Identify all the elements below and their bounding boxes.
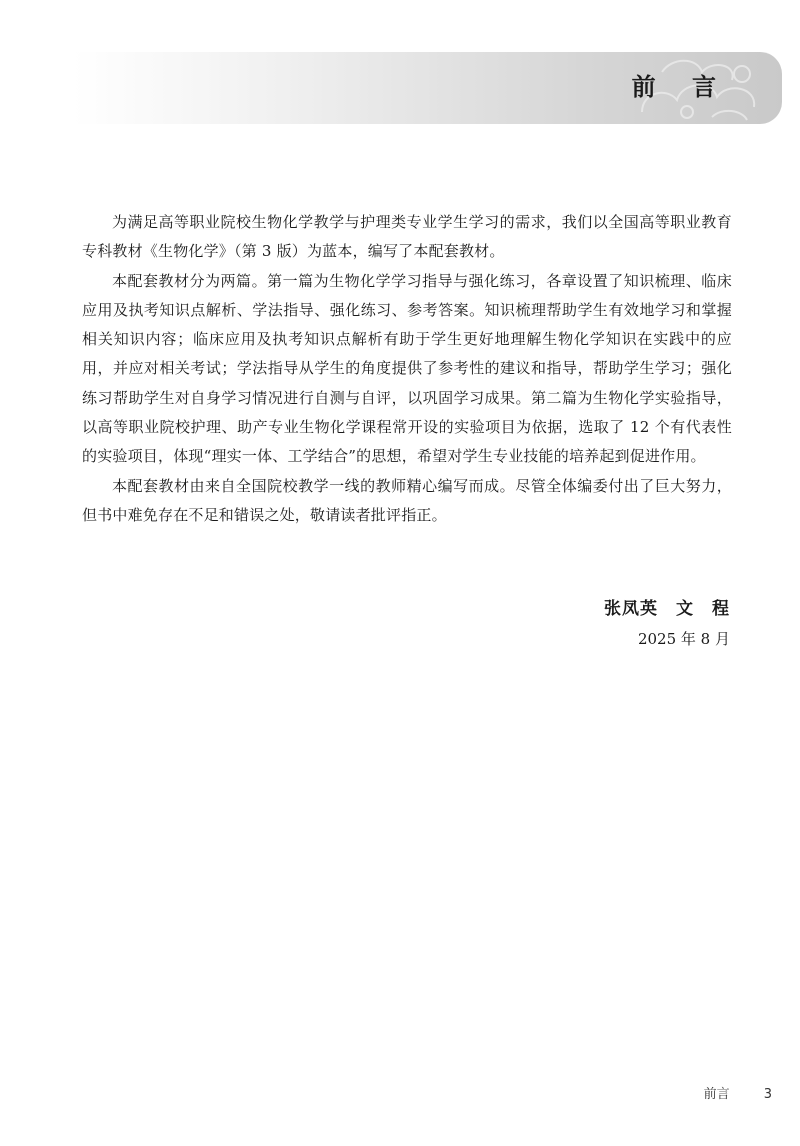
page-footer [704, 1083, 772, 1102]
preface-body [82, 208, 732, 530]
page-number: 3 [763, 1087, 772, 1102]
paragraph-2: 本配套教材分为两篇。第一篇为生物化学学习指导与强化练习，各章设置了知识梳理、临床应用及执考知识点解析、学法指导、强化练习、参考答案。知识梳理帮助学生有效地学习和掌握相关知识内容；临床应用及执考知识点解析有助于学生更好地理解生物化学知识在实践中的应用，并应对相关考试；学法指导从学生的角度提供了参考性的建议和指导，帮助学生学习；强化练习帮助学生对自身学习情况进行自测与自评，以巩固学习成果。第二篇为生物化学实验指导，以高等职业院校护理、助产专业生物化学课程常开设的实验项目为依据，选取了 12 个有代表性的实验项目，体现“理实一体、工学结合”的思想，希望对学生专业技能的培养起到促进作用。 [82, 271, 732, 466]
paragraph-1: 为满足高等职业院校生物化学教学与护理类专业学生学习的需求，我们以全国高等职业教育专科教材《生物化学》（第 3 版）为蓝本，编写了本配套教材。 [82, 213, 732, 261]
paragraph-3: 本配套教材由来自全国院校教学一线的教师精心编写而成。尽管全体编委付出了巨大努力，但书中难免存在不足和错误之处，敬请读者批评指正。 [82, 476, 732, 524]
authors-names: 张凤英 文 程 [604, 599, 730, 619]
page-title: 前 言 [631, 73, 730, 101]
chapter-header-band [73, 52, 782, 124]
footer-section-label: 前言 [703, 1087, 730, 1102]
signature-date: 2025 年 8 月 [637, 630, 730, 648]
signature-block [604, 594, 730, 654]
